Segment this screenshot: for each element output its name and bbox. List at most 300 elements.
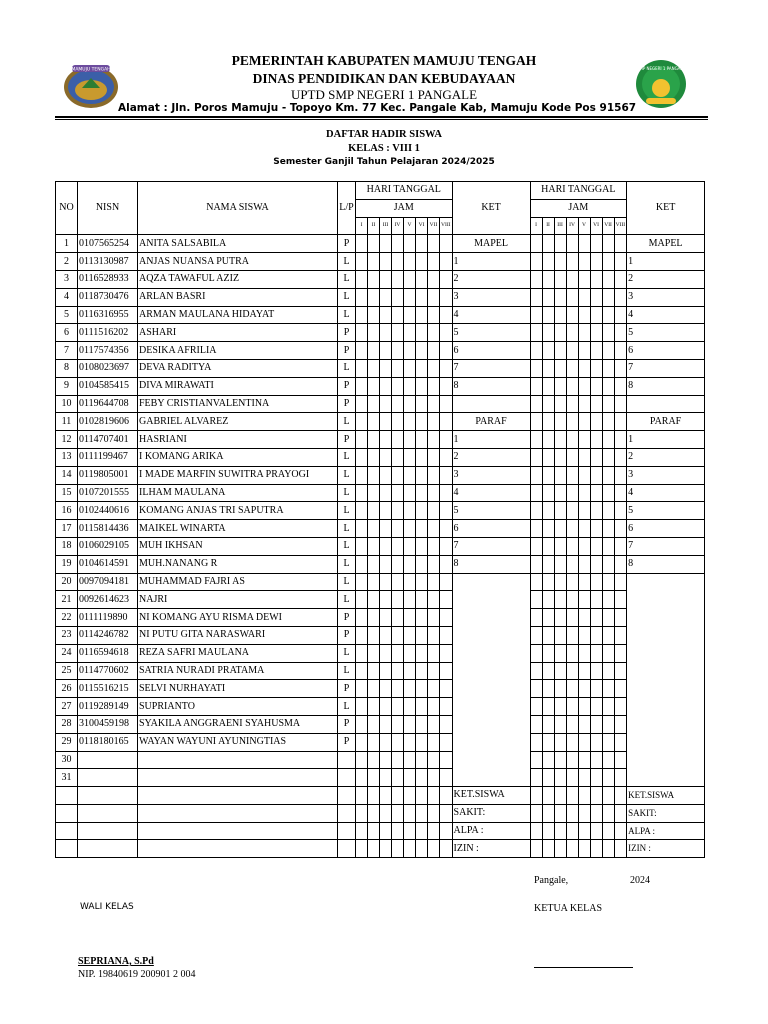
attendance-cell [428, 537, 440, 555]
attendance-cell [428, 520, 440, 538]
attendance-cell [578, 377, 590, 395]
attendance-cell [530, 324, 542, 342]
table-row [56, 466, 705, 484]
attendance-cell [380, 270, 392, 288]
attendance-cell [602, 359, 614, 377]
row-name: MAIKEL WINARTA [138, 520, 338, 538]
attendance-cell [404, 270, 416, 288]
attendance-cell [416, 698, 428, 716]
attendance-cell [530, 787, 542, 805]
attendance-cell [404, 466, 416, 484]
attendance-cell [590, 431, 602, 449]
attendance-cell [590, 626, 602, 644]
row-lp: L [338, 537, 356, 555]
row-no: 11 [56, 413, 78, 431]
attendance-cell [614, 431, 627, 449]
attendance-cell [578, 644, 590, 662]
jam-left: JAM [356, 199, 453, 217]
attendance-cell [404, 537, 416, 555]
empty-cell [78, 787, 138, 805]
attendance-cell [578, 395, 590, 413]
attendance-cell [428, 502, 440, 520]
table-row [56, 698, 705, 716]
attendance-cell [356, 609, 368, 627]
attendance-cell [566, 751, 578, 769]
row-lp: L [338, 698, 356, 716]
attendance-cell [614, 324, 627, 342]
hari-tanggal-left: HARI TANGGAL [356, 182, 453, 200]
attendance-cell [542, 413, 554, 431]
ket-cell: 7 [452, 537, 530, 555]
summary-cell: ALPA : [627, 822, 705, 840]
attendance-cell [416, 359, 428, 377]
attendance-cell [554, 555, 566, 573]
attendance-cell [428, 395, 440, 413]
wali-nip: NIP. 19840619 200901 2 004 [78, 969, 196, 980]
summary-cell: ALPA : [452, 822, 530, 840]
attendance-cell [542, 573, 554, 591]
attendance-cell [602, 698, 614, 716]
attendance-cell [542, 253, 554, 271]
attendance-cell [530, 502, 542, 520]
attendance-cell [440, 644, 453, 662]
table-row [56, 733, 705, 751]
attendance-cell [578, 626, 590, 644]
attendance-cell [614, 288, 627, 306]
attendance-cell [380, 235, 392, 253]
row-name: KOMANG ANJAS TRI SAPUTRA [138, 502, 338, 520]
attendance-cell [416, 484, 428, 502]
attendance-cell [566, 573, 578, 591]
attendance-cell [554, 733, 566, 751]
row-no: 28 [56, 715, 78, 733]
ket-cell-empty [452, 733, 530, 751]
attendance-cell [380, 662, 392, 680]
row-no: 25 [56, 662, 78, 680]
attendance-cell [368, 377, 380, 395]
attendance-cell [566, 466, 578, 484]
row-nisn: 0117574356 [78, 342, 138, 360]
jam-period-left-5: V [404, 217, 416, 235]
row-no: 21 [56, 591, 78, 609]
attendance-cell [440, 680, 453, 698]
attendance-cell [392, 698, 404, 716]
attendance-cell [566, 253, 578, 271]
attendance-cell [404, 413, 416, 431]
empty-cell [338, 787, 356, 805]
ket-cell: 4 [452, 484, 530, 502]
attendance-cell [416, 253, 428, 271]
attendance-cell [440, 253, 453, 271]
attendance-cell [428, 555, 440, 573]
attendance-cell [542, 448, 554, 466]
ket-cell: 2 [627, 448, 705, 466]
attendance-cell [428, 466, 440, 484]
table-row [56, 537, 705, 555]
attendance-cell [602, 804, 614, 822]
attendance-cell [590, 573, 602, 591]
attendance-cell [356, 253, 368, 271]
attendance-cell [428, 751, 440, 769]
attendance-cell [356, 413, 368, 431]
attendance-cell [404, 484, 416, 502]
attendance-cell [590, 644, 602, 662]
attendance-cell [380, 591, 392, 609]
col-ket-right: KET [627, 182, 705, 235]
attendance-cell [554, 448, 566, 466]
attendance-cell [590, 306, 602, 324]
row-name: DEVA RADITYA [138, 359, 338, 377]
row-nisn: 0102819606 [78, 413, 138, 431]
attendance-cell [368, 609, 380, 627]
attendance-cell [380, 733, 392, 751]
row-name: ARMAN MAULANA HIDAYAT [138, 306, 338, 324]
attendance-cell [392, 466, 404, 484]
attendance-cell [380, 342, 392, 360]
attendance-cell [380, 769, 392, 787]
attendance-cell [404, 715, 416, 733]
attendance-cell [416, 804, 428, 822]
attendance-cell [368, 502, 380, 520]
row-nisn: 0118730476 [78, 288, 138, 306]
attendance-cell [614, 715, 627, 733]
attendance-cell [530, 769, 542, 787]
attendance-cell [440, 626, 453, 644]
attendance-cell [368, 715, 380, 733]
attendance-cell [428, 787, 440, 805]
attendance-cell [590, 733, 602, 751]
attendance-cell [380, 537, 392, 555]
attendance-cell [530, 609, 542, 627]
attendance-cell [602, 733, 614, 751]
attendance-cell [356, 591, 368, 609]
summary-cell: SAKIT: [627, 804, 705, 822]
row-name: NI PUTU GITA NARASWARI [138, 626, 338, 644]
row-no: 12 [56, 431, 78, 449]
attendance-cell [614, 644, 627, 662]
table-row [56, 270, 705, 288]
class-title: KELAS : VIII 1 [348, 143, 420, 154]
attendance-cell [440, 359, 453, 377]
attendance-cell [416, 235, 428, 253]
attendance-cell [416, 306, 428, 324]
attendance-cell [578, 787, 590, 805]
attendance-cell [554, 662, 566, 680]
attendance-cell [356, 644, 368, 662]
attendance-cell [416, 395, 428, 413]
attendance-cell [416, 413, 428, 431]
attendance-cell [590, 840, 602, 858]
attendance-cell [554, 537, 566, 555]
row-nisn: 0092614623 [78, 591, 138, 609]
row-name: ANITA SALSABILA [138, 235, 338, 253]
row-nisn: 0106029105 [78, 537, 138, 555]
attendance-cell [554, 520, 566, 538]
attendance-cell [380, 787, 392, 805]
ket-cell: 6 [452, 520, 530, 538]
attendance-cell [554, 626, 566, 644]
attendance-cell [578, 822, 590, 840]
row-name [138, 751, 338, 769]
attendance-cell [368, 769, 380, 787]
col-nisn: NISN [78, 182, 138, 235]
attendance-cell [602, 342, 614, 360]
row-name: GABRIEL ALVAREZ [138, 413, 338, 431]
attendance-cell [602, 555, 614, 573]
attendance-cell [530, 520, 542, 538]
jam-period-left-2: II [368, 217, 380, 235]
table-row [56, 787, 705, 805]
row-no: 9 [56, 377, 78, 395]
jam-period-right-2: II [542, 217, 554, 235]
row-name: AQZA TAWAFUL AZIZ [138, 270, 338, 288]
attendance-cell [392, 822, 404, 840]
ketua-signature-line [534, 967, 633, 968]
attendance-cell [590, 324, 602, 342]
attendance-cell [602, 609, 614, 627]
ket-cell: 6 [452, 342, 530, 360]
attendance-cell [440, 787, 453, 805]
row-no: 13 [56, 448, 78, 466]
attendance-cell [530, 822, 542, 840]
attendance-cell [392, 787, 404, 805]
row-no: 17 [56, 520, 78, 538]
attendance-cell [554, 573, 566, 591]
attendance-cell [590, 520, 602, 538]
row-name: NI KOMANG AYU RISMA DEWI [138, 609, 338, 627]
row-lp: P [338, 235, 356, 253]
attendance-cell [602, 520, 614, 538]
row-lp: P [338, 626, 356, 644]
row-nisn: 0119644708 [78, 395, 138, 413]
empty-cell [338, 804, 356, 822]
attendance-cell [542, 715, 554, 733]
attendance-cell [578, 359, 590, 377]
ket-cell: 5 [452, 502, 530, 520]
jam-period-right-3: III [554, 217, 566, 235]
ket-cell: 1 [627, 253, 705, 271]
attendance-cell [578, 715, 590, 733]
empty-cell [338, 840, 356, 858]
attendance-cell [380, 715, 392, 733]
row-name: MUHAMMAD FAJRI AS [138, 573, 338, 591]
ket-cell: 1 [627, 431, 705, 449]
row-nisn: 0114707401 [78, 431, 138, 449]
attendance-cell [380, 822, 392, 840]
row-no: 16 [56, 502, 78, 520]
attendance-cell [380, 359, 392, 377]
attendance-cell [404, 698, 416, 716]
attendance-cell [416, 680, 428, 698]
attendance-cell [404, 644, 416, 662]
ketua-kelas-label: KETUA KELAS [534, 903, 603, 914]
attendance-cell [440, 733, 453, 751]
attendance-cell [356, 715, 368, 733]
attendance-cell [368, 342, 380, 360]
row-name: I MADE MARFIN SUWITRA PRAYOGI [138, 466, 338, 484]
attendance-cell [590, 698, 602, 716]
attendance-cell [542, 662, 554, 680]
attendance-cell [440, 591, 453, 609]
attendance-cell [614, 395, 627, 413]
attendance-cell [356, 733, 368, 751]
attendance-cell [380, 448, 392, 466]
attendance-cell [416, 822, 428, 840]
attendance-cell [602, 573, 614, 591]
attendance-cell [578, 270, 590, 288]
summary-cell: KET.SISWA [452, 787, 530, 805]
ket-cell: 7 [452, 359, 530, 377]
ket-cell: 2 [452, 270, 530, 288]
attendance-cell [416, 840, 428, 858]
attendance-cell [602, 537, 614, 555]
row-name: ANJAS NUANSA PUTRA [138, 253, 338, 271]
attendance-cell [566, 840, 578, 858]
attendance-cell [566, 359, 578, 377]
attendance-cell [440, 804, 453, 822]
ket-cell-empty [627, 609, 705, 627]
ket-cell: 3 [452, 466, 530, 484]
attendance-cell [404, 822, 416, 840]
attendance-cell [566, 431, 578, 449]
table-row [56, 555, 705, 573]
attendance-cell [380, 377, 392, 395]
attendance-cell [428, 431, 440, 449]
jam-period-left-3: III [380, 217, 392, 235]
attendance-cell [356, 502, 368, 520]
attendance-cell [602, 840, 614, 858]
attendance-cell [542, 751, 554, 769]
ket-cell: 5 [627, 324, 705, 342]
attendance-cell [578, 235, 590, 253]
attendance-cell [578, 698, 590, 716]
attendance-cell [380, 698, 392, 716]
attendance-cell [380, 644, 392, 662]
attendance-cell [554, 288, 566, 306]
attendance-cell [590, 342, 602, 360]
attendance-cell [428, 626, 440, 644]
attendance-cell [590, 359, 602, 377]
attendance-cell [428, 235, 440, 253]
attendance-cell [404, 395, 416, 413]
attendance-cell [440, 395, 453, 413]
attendance-cell [590, 253, 602, 271]
table-row [56, 342, 705, 360]
attendance-cell [566, 395, 578, 413]
attendance-cell [530, 715, 542, 733]
attendance-cell [428, 715, 440, 733]
attendance-cell [578, 591, 590, 609]
attendance-cell [614, 306, 627, 324]
attendance-cell [440, 822, 453, 840]
table-row [56, 324, 705, 342]
attendance-cell [554, 751, 566, 769]
attendance-cell [614, 377, 627, 395]
row-lp [338, 769, 356, 787]
row-nisn: 0102440616 [78, 502, 138, 520]
attendance-cell [416, 520, 428, 538]
row-nisn: 0119805001 [78, 466, 138, 484]
attendance-cell [392, 609, 404, 627]
summary-cell: IZIN : [627, 840, 705, 858]
attendance-cell [404, 253, 416, 271]
attendance-cell [368, 698, 380, 716]
attendance-cell [380, 609, 392, 627]
empty-cell [56, 822, 78, 840]
ket-cell: 8 [627, 555, 705, 573]
attendance-cell [368, 840, 380, 858]
attendance-cell [554, 377, 566, 395]
attendance-cell [392, 804, 404, 822]
attendance-cell [368, 680, 380, 698]
row-lp: L [338, 484, 356, 502]
attendance-cell [590, 609, 602, 627]
ket-cell-empty [452, 609, 530, 627]
ket-cell-empty [627, 644, 705, 662]
attendance-cell [380, 395, 392, 413]
attendance-cell [440, 306, 453, 324]
row-lp: P [338, 324, 356, 342]
attendance-cell [554, 395, 566, 413]
ket-cell: 3 [452, 288, 530, 306]
attendance-cell [368, 413, 380, 431]
attendance-cell [416, 751, 428, 769]
table-row [56, 377, 705, 395]
attendance-cell [602, 466, 614, 484]
attendance-cell [542, 235, 554, 253]
col-no: NO [56, 182, 78, 235]
hari-tanggal-right: HARI TANGGAL [530, 182, 627, 200]
attendance-cell [554, 466, 566, 484]
attendance-cell [602, 680, 614, 698]
row-no: 6 [56, 324, 78, 342]
jam-right: JAM [530, 199, 627, 217]
attendance-cell [530, 235, 542, 253]
attendance-cell [368, 235, 380, 253]
attendance-cell [578, 555, 590, 573]
attendance-cell [554, 431, 566, 449]
attendance-cell [392, 840, 404, 858]
attendance-cell [566, 520, 578, 538]
attendance-cell [392, 644, 404, 662]
attendance-cell [392, 751, 404, 769]
attendance-cell [614, 626, 627, 644]
attendance-cell [530, 573, 542, 591]
attendance-cell [380, 680, 392, 698]
row-no: 15 [56, 484, 78, 502]
summary-cell: SAKIT: [452, 804, 530, 822]
ket-cell: 7 [627, 537, 705, 555]
attendance-cell [380, 573, 392, 591]
ket-cell: 5 [627, 502, 705, 520]
row-nisn: 0108023697 [78, 359, 138, 377]
attendance-cell [356, 324, 368, 342]
ket-cell: 8 [452, 555, 530, 573]
ket-cell-empty [452, 662, 530, 680]
empty-cell [56, 787, 78, 805]
attendance-cell [356, 359, 368, 377]
empty-cell [56, 840, 78, 858]
attendance-cell [578, 804, 590, 822]
attendance-cell [542, 484, 554, 502]
attendance-cell [566, 591, 578, 609]
attendance-cell [590, 787, 602, 805]
attendance-cell [542, 306, 554, 324]
attendance-cell [404, 751, 416, 769]
row-no: 24 [56, 644, 78, 662]
row-lp: P [338, 377, 356, 395]
attendance-cell [554, 787, 566, 805]
